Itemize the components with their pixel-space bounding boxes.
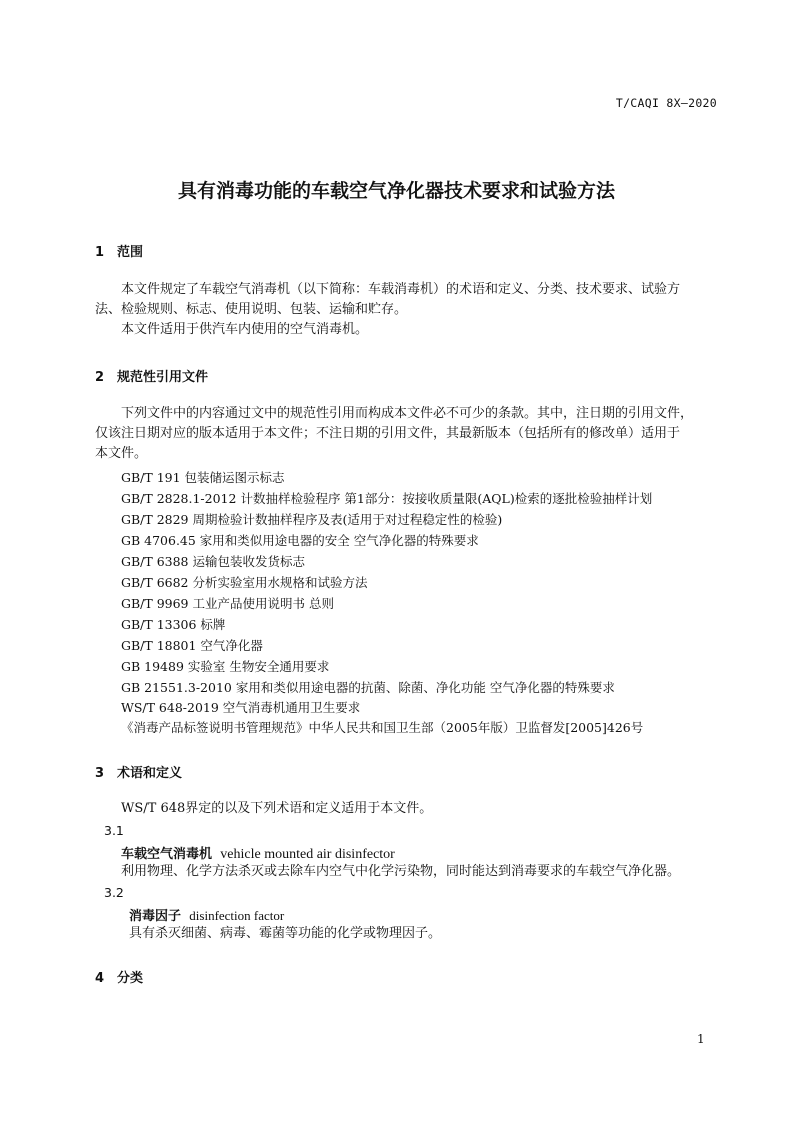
section-4-heading (95, 967, 143, 986)
paragraph-line: WS/T 648界定的以及下列术语和定义适用于本文件。 (121, 801, 433, 816)
page-number: 1 (697, 1032, 705, 1046)
paragraph-line: 本文件适用于供汽车内使用的空气消毒机。 (121, 322, 369, 337)
term-heading (121, 843, 395, 863)
section-number: 3 (95, 766, 105, 781)
reference-item: GB 4706.45 家用和类似用途电器的安全 空气净化器的特殊要求 (121, 533, 479, 548)
section-number: 1 (95, 245, 105, 260)
term-definition: 具有杀灭细菌、病毒、霉菌等功能的化学或物理因子。 (129, 926, 442, 941)
paragraph-line: 法、检验规则、标志、使用说明、包装、运输和贮存。 (95, 302, 408, 317)
section-2-heading (95, 366, 208, 385)
term-number: 3.2 (104, 885, 124, 900)
term-english: vehicle mounted air disinfector (220, 847, 395, 862)
section-number: 2 (95, 370, 105, 385)
reference-item: GB/T 2828.1-2012 计数抽样检验程序 第1部分：按接收质量限(AQL)检索的逐批检验抽样计划 (121, 491, 653, 506)
standard-code: T/CAQI 8X—2020 (615, 96, 717, 110)
section-1-heading (95, 241, 143, 260)
term-number: 3.1 (104, 823, 124, 838)
paragraph-line: 本文件。 (95, 446, 148, 461)
term-definition: 利用物理、化学方法杀灭或去除车内空气中化学污染物，同时能达到消毒要求的车载空气净化器。 (121, 864, 681, 879)
reference-item: GB/T 6682 分析实验室用水规格和试验方法 (121, 575, 368, 590)
section-title: 规范性引用文件 (117, 370, 209, 385)
document-title: 具有消毒功能的车载空气净化器技术要求和试验方法 (177, 180, 615, 202)
term-chinese: 消毒因子 (129, 909, 182, 924)
section-3-heading (95, 762, 182, 781)
reference-item: 《消毒产品标签说明书管理规范》中华人民共和国卫生部（2005年版）卫监督发[2005]426号 (121, 720, 644, 735)
reference-item: GB 19489 实验室 生物安全通用要求 (121, 659, 330, 674)
section-number: 4 (95, 971, 105, 986)
term-chinese: 车载空气消毒机 (121, 847, 213, 862)
term-english: disinfection factor (189, 908, 285, 923)
section-title: 术语和定义 (117, 766, 183, 781)
reference-item: GB 21551.3-2010 家用和类似用途电器的抗菌、除菌、净化功能 空气净化器的特殊要求 (121, 680, 615, 695)
paragraph-line: 下列文件中的内容通过文中的规范性引用而构成本文件必不可少的条款。其中，注日期的引用文件， (121, 406, 694, 421)
paragraph-line: 仅该注日期对应的版本适用于本文件；不注日期的引用文件，其最新版本（包括所有的修改单）适用于 (95, 426, 681, 441)
section-title: 分类 (117, 971, 144, 986)
reference-item: GB/T 2829 周期检验计数抽样程序及表(适用于对过程稳定性的检验) (121, 512, 503, 527)
reference-item: WS/T 648-2019 空气消毒机通用卫生要求 (121, 700, 361, 715)
reference-item: GB/T 9969 工业产品使用说明书 总则 (121, 596, 334, 611)
reference-item: GB/T 6388 运输包装收发货标志 (121, 554, 305, 569)
reference-item: GB/T 13306 标牌 (121, 617, 226, 632)
section-title: 范围 (117, 245, 144, 260)
term-heading (129, 905, 284, 924)
paragraph-line: 本文件规定了车载空气消毒机（以下简称：车载消毒机）的术语和定义、分类、技术要求、试验方 (121, 282, 681, 297)
reference-item: GB/T 18801 空气净化器 (121, 638, 263, 653)
reference-item: GB/T 191 包装储运图示标志 (121, 470, 285, 485)
